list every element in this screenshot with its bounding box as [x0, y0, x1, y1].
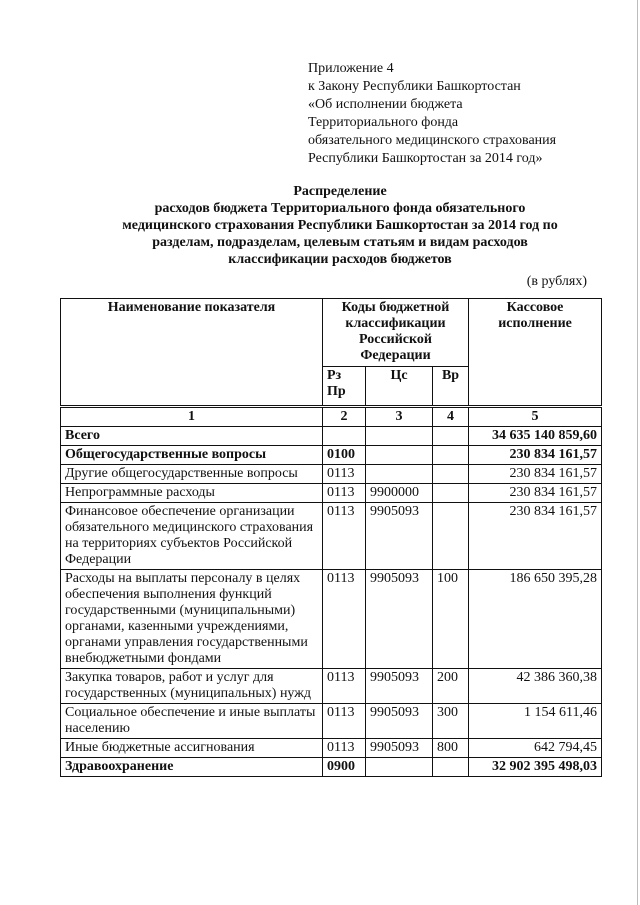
- row-name: Социальное обеспечение и иные выплаты населению: [61, 704, 323, 739]
- row-cs-code: 9905093: [366, 669, 433, 704]
- column-number: 1: [61, 407, 323, 427]
- column-number: 2: [323, 407, 366, 427]
- document-title: [60, 183, 620, 268]
- appendix-line: «Об исполнении бюджета: [308, 97, 463, 112]
- row-cs-code: 9905093: [366, 503, 433, 570]
- row-name: Расходы на выплаты персоналу в целях обеспечения выполнения функций государственными (муниципальными) органами, казенными учреждениями, органами управления государственными внебюджетными фондами: [61, 570, 323, 669]
- row-amount: 186 650 395,28: [469, 570, 602, 669]
- table-row: [61, 758, 602, 777]
- row-cs-code: [366, 427, 433, 446]
- row-cs-code: 9905093: [366, 739, 433, 758]
- row-name: Общегосударственные вопросы: [61, 446, 323, 465]
- row-name: Всего: [61, 427, 323, 446]
- table-row: [61, 484, 602, 503]
- row-name: Финансовое обеспечение организации обязательного медицинского страхования на территориях субъектов Российской Федерации: [61, 503, 323, 570]
- row-vr-code: [433, 446, 469, 465]
- appendix-line: обязательного медицинского страхования: [308, 133, 557, 148]
- row-amount: 42 386 360,38: [469, 669, 602, 704]
- row-name: Непрограммные расходы: [61, 484, 323, 503]
- row-amount: 230 834 161,57: [469, 484, 602, 503]
- row-name: Здравоохранение: [61, 758, 323, 777]
- row-amount: 32 902 395 498,03: [469, 758, 602, 777]
- row-amount: 642 794,45: [469, 739, 602, 758]
- page-edge-shadow: [637, 0, 638, 905]
- table-row: [61, 570, 602, 669]
- row-cs-code: [366, 446, 433, 465]
- row-name: Иные бюджетные ассигнования: [61, 739, 323, 758]
- row-vr-code: 200: [433, 669, 469, 704]
- row-cs-code: [366, 465, 433, 484]
- table-row: [61, 465, 602, 484]
- column-number: 3: [366, 407, 433, 427]
- row-rzpr-code: [323, 427, 366, 446]
- header-cs: Цс: [366, 367, 433, 407]
- row-cs-code: 9905093: [366, 704, 433, 739]
- units-note: (в рублях): [526, 274, 587, 289]
- row-rzpr-code: 0113: [323, 669, 366, 704]
- row-cs-code: [366, 758, 433, 777]
- row-amount: 230 834 161,57: [469, 503, 602, 570]
- table-row: [61, 669, 602, 704]
- column-numbers-row: [61, 407, 602, 427]
- row-name: Другие общегосударственные вопросы: [61, 465, 323, 484]
- table-row: [61, 446, 602, 465]
- row-vr-code: [433, 758, 469, 777]
- title-line: разделам, подразделам, целевым статьям и видам расходов: [152, 235, 528, 250]
- table-body: [61, 407, 602, 777]
- row-vr-code: 300: [433, 704, 469, 739]
- row-rzpr-code: 0113: [323, 704, 366, 739]
- row-name: Закупка товаров, работ и услуг для государственных (муниципальных) нужд: [61, 669, 323, 704]
- row-amount: 34 635 140 859,60: [469, 427, 602, 446]
- title-line: медицинского страхования Республики Башкортостан за 2014 год по: [122, 218, 558, 233]
- row-rzpr-code: 0113: [323, 570, 366, 669]
- appendix-note: [308, 60, 556, 168]
- appendix-line: Республики Башкортостан за 2014 год»: [308, 151, 543, 166]
- title-line: расходов бюджета Территориального фонда обязательного: [154, 201, 526, 216]
- header-vr: Вр: [433, 367, 469, 407]
- row-vr-code: 800: [433, 739, 469, 758]
- row-amount: 230 834 161,57: [469, 465, 602, 484]
- row-vr-code: [433, 427, 469, 446]
- header-amount: Кассовое исполнение: [469, 299, 602, 407]
- row-rzpr-code: 0100: [323, 446, 366, 465]
- row-vr-code: [433, 465, 469, 484]
- row-rzpr-code: 0113: [323, 503, 366, 570]
- title-line: классификации расходов бюджетов: [228, 252, 452, 267]
- row-rzpr-code: 0113: [323, 465, 366, 484]
- row-vr-code: 100: [433, 570, 469, 669]
- row-amount: 230 834 161,57: [469, 446, 602, 465]
- appendix-line: к Закону Республики Башкортостан: [308, 79, 521, 94]
- header-codes: Коды бюджетной классификации Российской Федерации: [323, 299, 469, 367]
- budget-table: [60, 298, 602, 777]
- title-line: Распределение: [293, 184, 387, 199]
- row-amount: 1 154 611,46: [469, 704, 602, 739]
- row-cs-code: 9905093: [366, 570, 433, 669]
- table-row: [61, 739, 602, 758]
- table-row: [61, 427, 602, 446]
- row-vr-code: [433, 503, 469, 570]
- row-vr-code: [433, 484, 469, 503]
- table-row: [61, 704, 602, 739]
- appendix-line: Приложение 4: [308, 61, 394, 76]
- row-rzpr-code: 0113: [323, 484, 366, 503]
- header-rzpr: Рз Пр: [323, 367, 366, 407]
- appendix-line: Территориального фонда: [308, 115, 459, 130]
- table-row: [61, 503, 602, 570]
- row-rzpr-code: 0900: [323, 758, 366, 777]
- row-cs-code: 9900000: [366, 484, 433, 503]
- column-number: 5: [469, 407, 602, 427]
- row-rzpr-code: 0113: [323, 739, 366, 758]
- column-number: 4: [433, 407, 469, 427]
- header-name: Наименование показателя: [61, 299, 323, 407]
